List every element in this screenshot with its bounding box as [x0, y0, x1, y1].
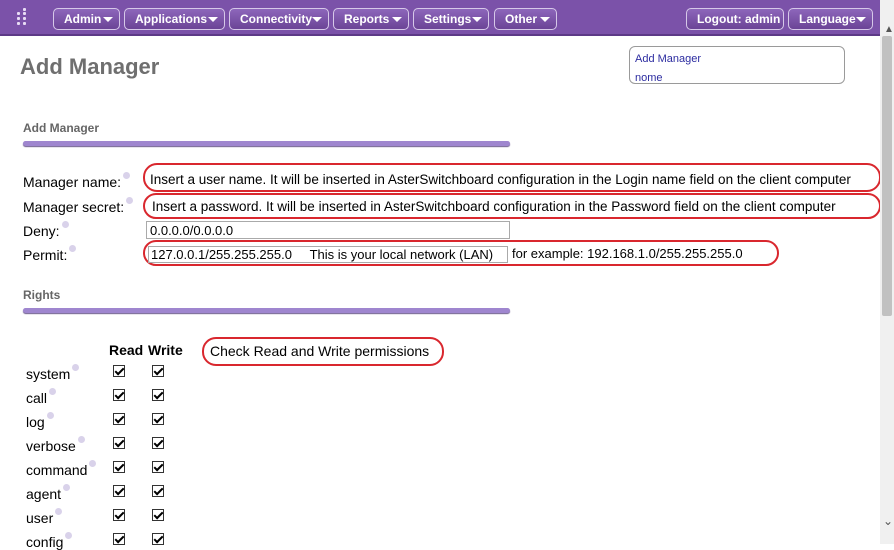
help-icon[interactable] [63, 484, 70, 491]
nav-reports-label: Reports [344, 12, 390, 26]
write-checkbox-verbose[interactable] [152, 437, 164, 449]
manager-secret-label [23, 199, 133, 215]
write-column-header: Write [148, 342, 183, 358]
language-button[interactable] [788, 8, 873, 30]
chevron-down-icon [472, 17, 482, 22]
top-navbar [0, 0, 880, 36]
manager-name-label [23, 174, 130, 190]
help-icon[interactable] [65, 532, 72, 539]
nav-applications-button[interactable] [124, 8, 225, 30]
nav-connectivity-label: Connectivity [240, 12, 313, 26]
manager-secret-label-text: Manager secret: [23, 199, 125, 215]
help-icon[interactable] [78, 436, 85, 443]
right-label-text: system [26, 366, 71, 382]
right-label-text: call [26, 390, 48, 406]
read-checkbox-system[interactable] [113, 365, 125, 377]
write-checkbox-user[interactable] [152, 509, 164, 521]
permit-label [23, 247, 76, 263]
page-title: Add Manager [20, 54, 160, 79]
app-logo-icon[interactable] [14, 8, 36, 28]
help-icon[interactable] [89, 460, 96, 467]
manager-name-field[interactable]: Insert a user name. It will be inserted in AsterSwitchboard configuration in the Login name field on the client computer [150, 172, 851, 187]
help-icon[interactable] [126, 197, 133, 204]
permit-note: This is your local network (LAN) [309, 247, 494, 262]
chevron-down-icon [392, 17, 402, 22]
chevron-down-icon [312, 17, 322, 22]
section-divider [23, 308, 510, 313]
read-checkbox-command[interactable] [113, 461, 125, 473]
nav-admin-label: Admin [64, 12, 102, 26]
scroll-up-icon[interactable]: ▲ [884, 24, 894, 35]
nav-other-label: Other [505, 12, 538, 26]
section-divider [23, 141, 510, 146]
help-icon[interactable] [69, 245, 76, 252]
read-checkbox-call[interactable] [113, 389, 125, 401]
right-label-user [26, 510, 62, 526]
write-checkbox-agent[interactable] [152, 485, 164, 497]
right-label-command [26, 462, 96, 478]
right-label-text: command [26, 462, 88, 478]
read-checkbox-agent[interactable] [113, 485, 125, 497]
chevron-down-icon [103, 17, 113, 22]
rights-note: Check Read and Write permissions [210, 343, 430, 359]
add-manager-section-title: Add Manager [23, 121, 100, 135]
chevron-down-icon [856, 17, 866, 22]
help-icon[interactable] [55, 508, 62, 515]
read-checkbox-config[interactable] [113, 533, 125, 545]
read-checkbox-verbose[interactable] [113, 437, 125, 449]
permit-label-text: Permit: [23, 247, 68, 263]
right-label-text: config [26, 534, 64, 550]
help-icon[interactable] [49, 388, 56, 395]
logout-label: Logout: admin [697, 12, 781, 26]
scroll-down-icon[interactable]: ⌄ [883, 514, 894, 528]
nav-reports-button[interactable] [333, 8, 409, 30]
scrollbar-thumb[interactable] [882, 36, 892, 316]
right-label-text: log [26, 414, 45, 430]
deny-label [23, 223, 69, 239]
right-label-agent [26, 486, 70, 502]
right-label-text: user [26, 510, 54, 526]
read-checkbox-user[interactable] [113, 509, 125, 521]
logout-button[interactable] [686, 8, 784, 30]
help-icon[interactable] [123, 172, 130, 179]
permit-field[interactable] [148, 246, 508, 263]
breadcrumb-item[interactable]: Add Manager [635, 53, 702, 65]
read-column-header: Read [109, 342, 144, 358]
deny-field[interactable] [146, 221, 510, 239]
chevron-down-icon [208, 17, 218, 22]
write-checkbox-log[interactable] [152, 413, 164, 425]
right-label-call [26, 390, 56, 406]
nav-connectivity-button[interactable] [229, 8, 329, 30]
right-label-log [26, 414, 54, 430]
right-label-config [26, 534, 72, 550]
nav-settings-label: Settings [424, 12, 472, 26]
deny-label-text: Deny: [23, 223, 60, 239]
help-icon[interactable] [62, 221, 69, 228]
language-label: Language [799, 12, 856, 26]
right-label-system [26, 366, 79, 382]
right-label-verbose [26, 438, 85, 454]
chevron-down-icon [540, 17, 550, 22]
breadcrumb-item[interactable]: nome [635, 72, 663, 84]
breadcrumb [629, 46, 845, 84]
permit-value: 127.0.0.1/255.255.255.0 [151, 247, 292, 262]
nav-settings-button[interactable] [413, 8, 489, 30]
right-label-text: verbose [26, 438, 76, 454]
rights-section-title: Rights [23, 288, 61, 302]
permit-example: for example: 192.168.1.0/255.255.255.0 [512, 246, 743, 261]
read-checkbox-log[interactable] [113, 413, 125, 425]
help-icon[interactable] [72, 364, 79, 371]
write-checkbox-command[interactable] [152, 461, 164, 473]
nav-other-button[interactable] [494, 8, 557, 30]
write-checkbox-system[interactable] [152, 365, 164, 377]
nav-applications-label: Applications [135, 12, 208, 26]
nav-admin-button[interactable] [53, 8, 120, 30]
right-label-text: agent [26, 486, 62, 502]
manager-secret-field[interactable]: Insert a password. It will be inserted in AsterSwitchboard configuration in the Password field on the client computer [152, 199, 836, 214]
write-checkbox-call[interactable] [152, 389, 164, 401]
manager-name-label-text: Manager name: [23, 174, 122, 190]
write-checkbox-config[interactable] [152, 533, 164, 545]
help-icon[interactable] [47, 412, 54, 419]
